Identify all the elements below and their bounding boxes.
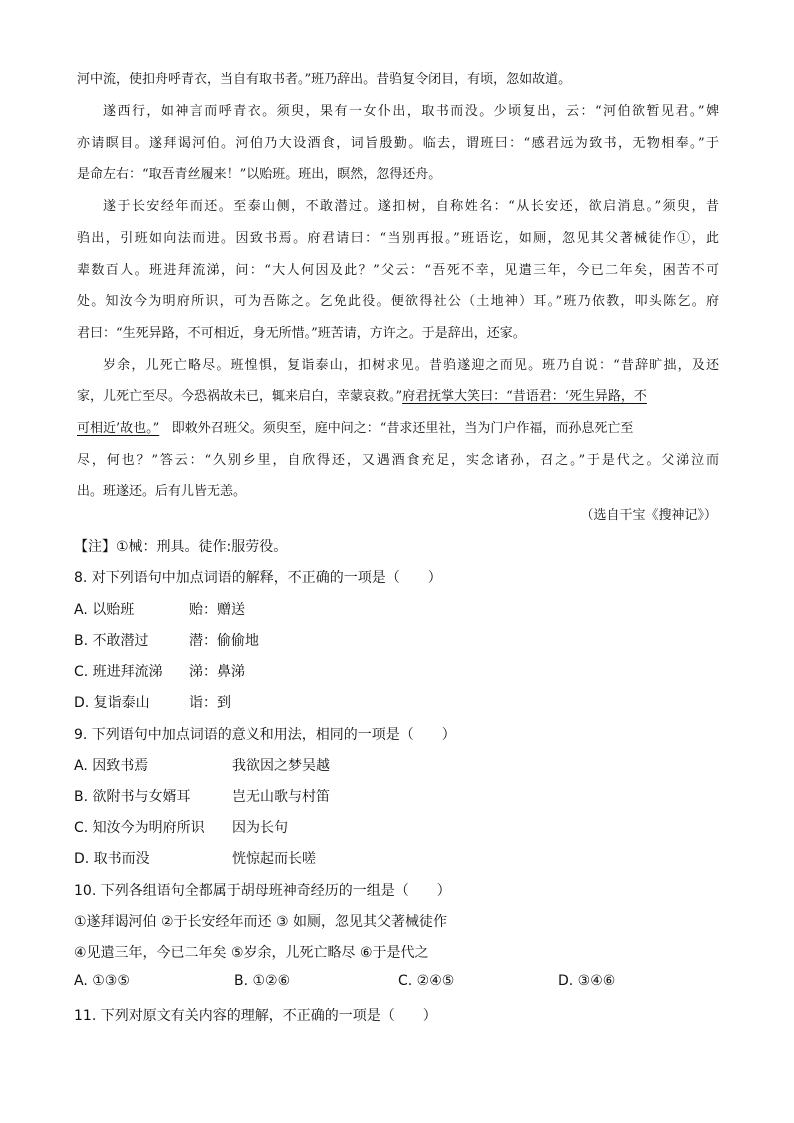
- q9-option-c[interactable]: C. 知汝今为明府所识 因为长句: [74, 820, 288, 836]
- question-9-stem: 9. 下列语句中加点词语的意义和用法，相同的一项是（ ）: [74, 727, 456, 743]
- annotation-note: 【注】①械：刑具。徒作:服劳役。: [74, 539, 288, 555]
- passage-line: 遂于长安经年而还。至泰山侧，不敢潜过。遂扣树，自称姓名：“从长安还，欲启消息。”须臾，昔: [103, 199, 719, 214]
- passage-line: [77, 417, 633, 436]
- passage-line: [77, 385, 647, 404]
- q9-option-a[interactable]: A. 因致书焉 我欲因之梦吴越: [74, 758, 330, 774]
- passage-line: 遂西行，如神言而呼青衣。须臾，果有一女仆出，取书而没。少顷复出，云：“河伯欲暂见君。”婢: [103, 104, 719, 119]
- q10-choice-b[interactable]: B. ①②⑥: [234, 973, 291, 989]
- q9-option-d[interactable]: D. 取书而没 恍惊起而长嗟: [74, 851, 316, 867]
- passage-line: 岁余，儿死亡略尽。班惶惧，复诣泰山，扣树求见。昔驺遂迎之而见。班乃自说：“昔辞旷拙，及还: [103, 358, 719, 373]
- passage-line: 辈数百人。班进拜流涕，问：“大人何因及此？”父云：“吾死不幸，见遣三年，今已二年矣，困苦不可: [77, 263, 719, 278]
- q10-items-line-1: ①遂拜谒河伯 ②于长安经年而还 ③ 如厕，忽见其父著械徒作: [74, 914, 448, 930]
- q10-choice-a[interactable]: A. ①③⑤: [74, 973, 130, 989]
- passage-source: （选自干宝《搜神记》）: [580, 508, 717, 523]
- q8-option-b[interactable]: B. 不敢潜过 潜：偷偷地: [74, 633, 259, 649]
- passage-line: 是命左右：“取吾青丝履来！”以贻班。班出，瞑然，忽得还舟。: [77, 167, 442, 182]
- underlined-sentence: 府君抚掌大笑曰：“昔语君：‘死生异路，不: [402, 389, 647, 404]
- passage-text: 即敕外召班父。须臾至，庭中问之：“昔求还里社，当为门户作福，而孙息死亡至: [171, 421, 634, 436]
- passage-line: 亦请瞑目。遂拜谒河伯。河伯乃大设酒食，词旨殷勤。临去，谓班曰：“感君远为致书，无物相奉。”于: [77, 136, 719, 151]
- question-8-stem: 8. 对下列语句中加点词语的解释，不正确的一项是（ ）: [74, 570, 442, 586]
- q8-option-d[interactable]: D. 复诣泰山 诣：到: [74, 695, 231, 711]
- q9-option-b[interactable]: B. 欲附书与女婿耳 岂无山歌与村笛: [74, 789, 330, 805]
- passage-line: 河中流，使扣舟呼青衣，当自有取书者。”班乃辞出。昔驺复令闭目，有顷，忽如故道。: [77, 72, 572, 87]
- passage-text: 家，儿死亡至尽。今恐祸故未已，辄来启白，幸蒙哀救。”: [77, 389, 403, 404]
- underlined-sentence: 可相近’故也。”: [77, 421, 160, 436]
- q8-option-a[interactable]: A. 以贻班 贻：赠送: [74, 602, 245, 618]
- question-11-stem: 11. 下列对原文有关内容的理解，不正确的一项是（ ）: [74, 1008, 437, 1024]
- q10-choices: [74, 973, 616, 989]
- q10-choice-c[interactable]: C. ②④⑤: [398, 973, 455, 989]
- q8-option-c[interactable]: C. 班进拜流涕 涕：鼻涕: [74, 664, 245, 680]
- q10-items-line-2: ④见遣三年，今已二年矣 ⑤岁余，儿死亡略尽 ⑥于是代之: [74, 945, 429, 961]
- q10-choice-d[interactable]: D. ③④⑥: [558, 973, 616, 989]
- passage-line: 驺出，引班如向法而进。因致书焉。府君请曰：“当别再报。”班语讫，如厕，忽见其父著械徒作①，此: [77, 231, 719, 246]
- passage-line: 尽，何也？”答云：“久别乡里，自欣得还，又遇酒食充足，实念诸孙，召之。”于是代之。父涕泣而: [77, 453, 719, 468]
- passage-line: 处。知汝今为明府所识，可为吾陈之。乞免此役。便欲得社公（土地神）耳。”班乃依教，叩头陈乞。府: [77, 294, 719, 309]
- question-10-stem: 10. 下列各组语句全都属于胡母班神奇经历的一组是（ ）: [74, 883, 451, 899]
- passage-line: 君曰：“生死异路，不可相近，身无所惜。”班苦请，方许之。于是辞出，还家。: [77, 326, 526, 341]
- passage-line: 出。班遂还。后有儿皆无恙。: [77, 484, 247, 499]
